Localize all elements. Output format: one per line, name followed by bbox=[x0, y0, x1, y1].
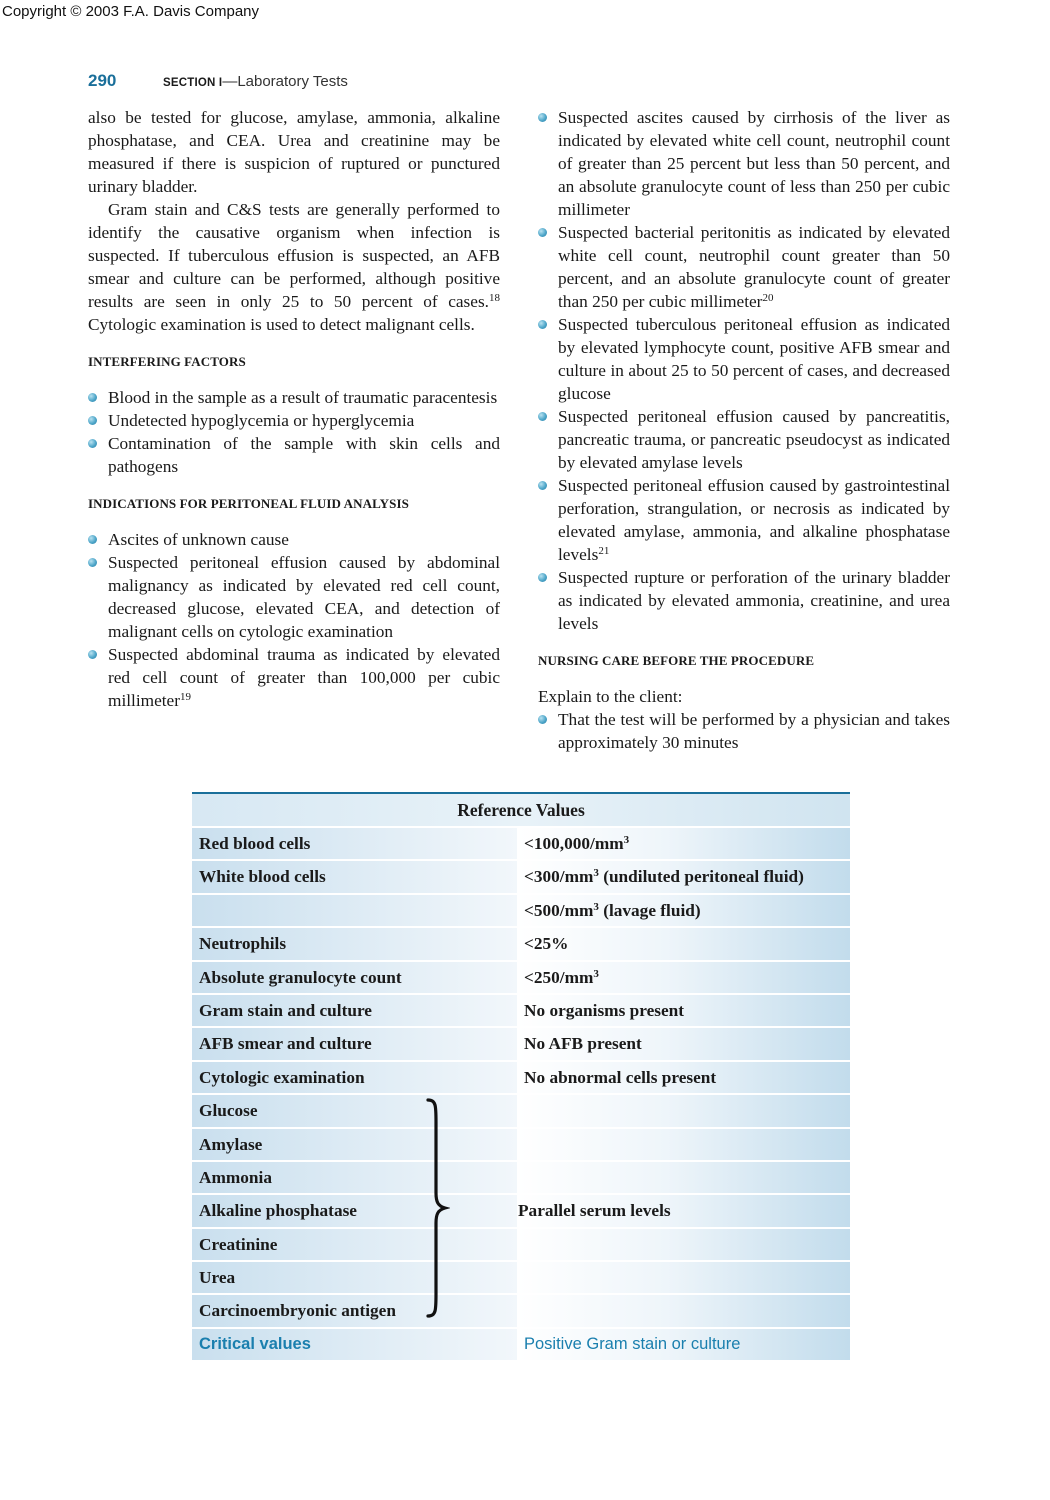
indications-list-continued bbox=[538, 106, 950, 635]
reference-value-cell: <25% bbox=[517, 928, 850, 959]
critical-label: Critical values bbox=[192, 1329, 517, 1360]
table-row bbox=[192, 895, 850, 928]
bullet-icon bbox=[88, 650, 97, 659]
bullet-icon bbox=[538, 715, 547, 724]
bullet-icon bbox=[538, 412, 547, 421]
table-row bbox=[192, 1229, 850, 1262]
footnote-ref: 21 bbox=[598, 545, 610, 557]
list-item: Undetected hypoglycemia or hyperglycemia bbox=[88, 409, 500, 432]
list-item: Suspected tuberculous peritoneal effusion as indicated by elevated lymphocyte count, positive AFB smear and culture in about 25 to 50 percent of cases, and decreased glucose bbox=[538, 313, 950, 405]
reference-value-cell bbox=[517, 1295, 850, 1326]
bullet-icon bbox=[88, 535, 97, 544]
reference-value-cell: No AFB present bbox=[517, 1028, 850, 1059]
bullet-icon bbox=[538, 481, 547, 490]
test-name-cell: Carcinoembryonic antigen bbox=[192, 1295, 517, 1326]
bullet-icon bbox=[538, 113, 547, 122]
reference-value-cell bbox=[517, 1229, 850, 1260]
list-item: Suspected peritoneal effusion caused by gastrointestinal perforation, strangulation, or necrosis as indicated by elevated amylase, ammonia, and alkaline phosphatase levels$^{21}$ bbox=[538, 474, 950, 566]
test-name-cell: Neutrophils bbox=[192, 928, 517, 959]
table-row bbox=[192, 1295, 850, 1328]
test-name-cell bbox=[192, 895, 517, 926]
nursing-care-heading: NURSING CARE BEFORE THE PROCEDURE bbox=[538, 653, 815, 668]
footnote-ref: 20 bbox=[762, 292, 774, 304]
test-name-cell: Alkaline phosphatase bbox=[192, 1195, 517, 1226]
table-row bbox=[192, 962, 850, 995]
bullet-icon bbox=[88, 558, 97, 567]
bullet-icon bbox=[88, 393, 97, 402]
table-title: Reference Values bbox=[192, 794, 850, 828]
list-item: Suspected bacterial peritonitis as indicated by elevated white cell count, neutrophil count greater than 50 percent, and an absolute granulocyte count of greater than 250 per cubic millimeter$^{20}$ bbox=[538, 221, 950, 313]
footnote-ref: 18 bbox=[489, 292, 500, 304]
table-row bbox=[192, 1062, 850, 1095]
reference-value-cell bbox=[517, 1095, 850, 1126]
bullet-icon bbox=[538, 573, 547, 582]
test-name-cell: Red blood cells bbox=[192, 828, 517, 859]
bullet-icon bbox=[88, 416, 97, 425]
reference-value-cell bbox=[517, 1129, 850, 1160]
list-item: Suspected rupture or perforation of the urinary bladder as indicated by elevated ammonia, creatinine, and urea levels bbox=[538, 566, 950, 635]
interfering-factors-list bbox=[88, 386, 500, 478]
reference-value-cell: $<300/mm^3$ (undiluted peritoneal fluid) bbox=[517, 861, 850, 892]
page-number: 290 bbox=[88, 71, 117, 90]
indications-heading: INDICATIONS FOR PERITONEAL FLUID ANALYSIS bbox=[88, 496, 409, 511]
test-name-cell: Ammonia bbox=[192, 1162, 517, 1193]
indications-list bbox=[88, 528, 500, 712]
test-name-cell: Creatinine bbox=[192, 1229, 517, 1260]
section-label: SECTION I bbox=[163, 77, 223, 89]
list-item: Suspected peritoneal effusion caused by abdominal malignancy as indicated by elevated red cell count, decreased glucose, elevated CEA, and detection of malignant cells on cytologic examination bbox=[88, 551, 500, 643]
reference-value-cell bbox=[517, 1162, 850, 1193]
list-item: Blood in the sample as a result of traumatic paracentesis bbox=[88, 386, 500, 409]
interfering-factors-heading: INTERFERING FACTORS bbox=[88, 354, 246, 369]
reference-value-cell: No abnormal cells present bbox=[517, 1062, 850, 1093]
footnote-ref: 19 bbox=[180, 691, 191, 703]
paragraph: also be tested for glucose, amylase, ammonia, alkaline phosphatase, and CEA. Urea and creatinine may be measured if there is suspicion of ruptured or punctured urinary bladder. bbox=[88, 108, 500, 196]
test-name-cell: AFB smear and culture bbox=[192, 1028, 517, 1059]
reference-value-cell: $<500/mm^3$ (lavage fluid) bbox=[517, 895, 850, 926]
test-name-cell: White blood cells bbox=[192, 861, 517, 892]
list-item: That the test will be performed by a physician and takes approximately 30 minutes bbox=[538, 708, 950, 754]
list-item: Suspected ascites caused by cirrhosis of the liver as indicated by elevated white cell count, neutrophil count of greater than 25 percent but less than 50 percent, and an absolute granulocyte count of less than 250 per cubic millimeter bbox=[538, 106, 950, 221]
test-name-cell: Absolute granulocyte count bbox=[192, 962, 517, 993]
section-title: —Laboratory Tests bbox=[222, 73, 348, 90]
table-row bbox=[192, 1262, 850, 1295]
bullet-icon bbox=[538, 320, 547, 329]
table-row bbox=[192, 1129, 850, 1162]
table-row bbox=[192, 1095, 850, 1128]
table-row bbox=[192, 1162, 850, 1195]
table-row bbox=[192, 928, 850, 961]
list-item: Suspected peritoneal effusion caused by pancreatitis, pancreatic trauma, or pancreatic pseudocyst as indicated by elevated amylase levels bbox=[538, 405, 950, 474]
parallel-serum-label: Parallel serum levels bbox=[518, 1201, 671, 1220]
bullet-icon bbox=[88, 439, 97, 448]
reference-value-cell: No organisms present bbox=[517, 995, 850, 1026]
test-name-cell: Glucose bbox=[192, 1095, 517, 1126]
critical-value: Positive Gram stain or culture bbox=[517, 1329, 850, 1360]
critical-values-row bbox=[192, 1329, 850, 1362]
grouping-brace-icon bbox=[424, 1098, 450, 1318]
list-item: Ascites of unknown cause bbox=[88, 528, 500, 551]
reference-value-cell bbox=[517, 1262, 850, 1293]
paragraph: Gram stain and C&S tests are generally performed to identify the causative organism when infection is suspected. If tuberculous effusion is suspected, an AFB smear and culture can be performed, although positive results are seen in only 25 to 50 percent of cases.$^{18}$ Cytologic examination is used to detect malignant cells. bbox=[88, 200, 500, 334]
reference-values-table bbox=[192, 792, 850, 1362]
list-item: Contamination of the sample with skin cells and pathogens bbox=[88, 432, 500, 478]
explain-label: Explain to the client: bbox=[538, 687, 683, 706]
reference-value-cell: $<250/mm^3$ bbox=[517, 962, 850, 993]
test-name-cell: Urea bbox=[192, 1262, 517, 1293]
table-row bbox=[192, 995, 850, 1028]
nursing-care-list bbox=[538, 708, 950, 754]
test-name-cell: Gram stain and culture bbox=[192, 995, 517, 1026]
table-row bbox=[192, 828, 850, 861]
running-header bbox=[88, 71, 348, 91]
test-name-cell: Amylase bbox=[192, 1129, 517, 1160]
list-item: Suspected abdominal trauma as indicated by elevated red cell count of greater than 100,000 per cubic millimeter$^{19}$ bbox=[88, 643, 500, 712]
copyright-notice: Copyright © 2003 F.A. Davis Company bbox=[2, 3, 259, 20]
bullet-icon bbox=[538, 228, 547, 237]
table-row bbox=[192, 861, 850, 894]
reference-value-cell: $<100,000/mm^3$ bbox=[517, 828, 850, 859]
test-name-cell: Cytologic examination bbox=[192, 1062, 517, 1093]
table-row bbox=[192, 1028, 850, 1061]
right-column bbox=[538, 106, 950, 754]
left-column bbox=[88, 106, 500, 712]
